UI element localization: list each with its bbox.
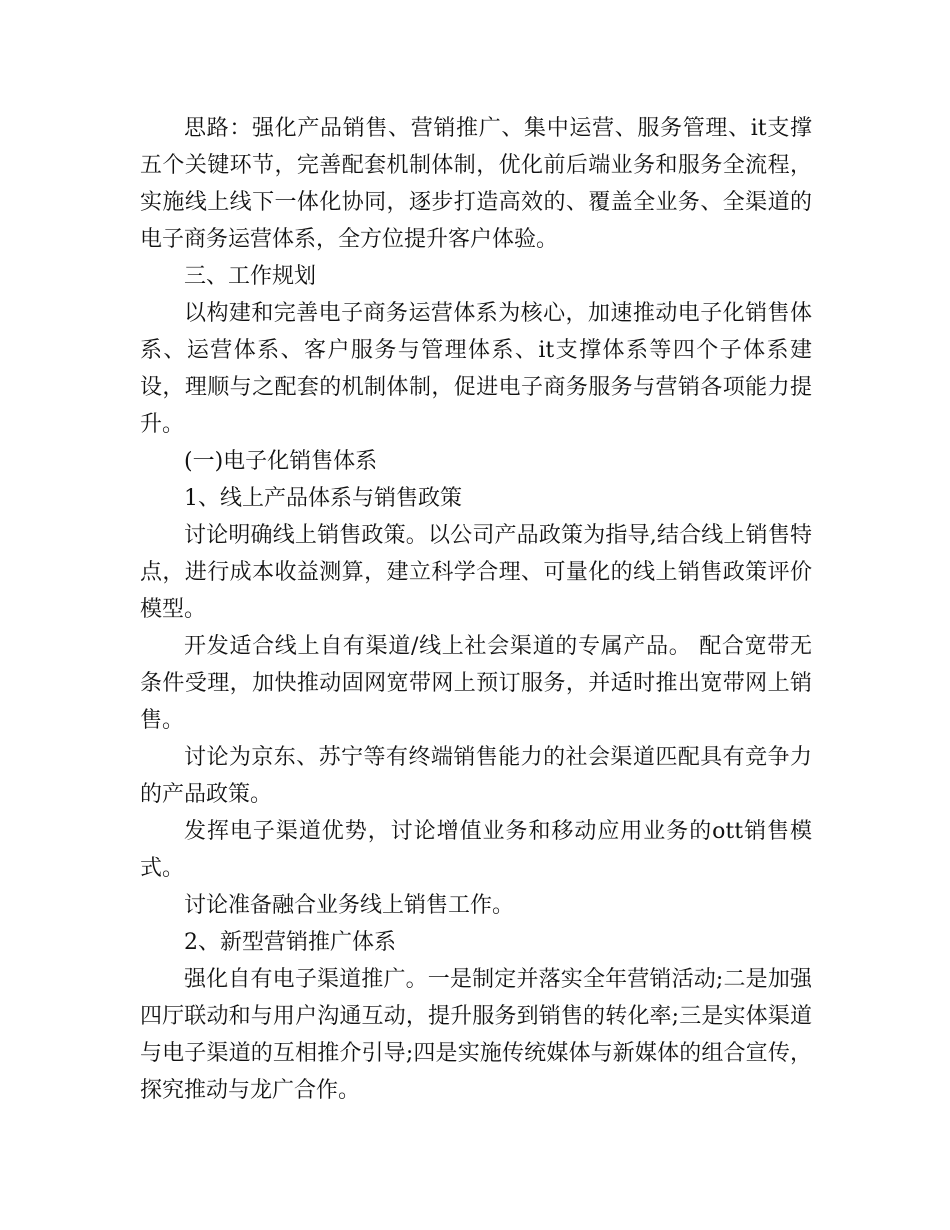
- item-heading-online-products: 1、线上产品体系与销售政策: [184, 486, 462, 511]
- paragraph-online-policy: 讨论明确线上销售政策。以公司产品政策为指导,结合线上销售特点，进行成本收益测算，建立科学合理、可量化的线上销售政策评价模型。: [140, 523, 812, 622]
- paragraph-channel-promotion: 强化自有电子渠道推广。一是制定并落实全年营销活动;二是加强四厅联动和与用户沟通互动，提升服务到销售的转化率;三是实体渠道与电子渠道的互相推介引导;四是实施传统媒体与新媒体的组合宣传，探究推动与龙广合作。: [140, 967, 812, 1103]
- paragraph-approach: 思路：强化产品销售、营销推广、集中运营、服务管理、it支撑五个关键环节，完善配套机制体制，优化前后端业务和服务全流程，实施线上线下一体化协同，逐步打造高效的、覆盖全业务、全渠道的电子商务运营体系，全方位提升客户体验。: [140, 116, 812, 252]
- paragraph-exclusive-products: 开发适合线上自有渠道/线上社会渠道的专属产品。 配合宽带无条件受理，加快推动固网宽带网上预订服务，并适时推出宽带网上销售。: [140, 634, 812, 733]
- document-body: [140, 110, 812, 1109]
- paragraph-converged-business: 讨论准备融合业务线上销售工作。: [184, 893, 515, 918]
- item-heading-marketing-promotion: 2、新型营销推广体系: [184, 930, 396, 955]
- paragraph-core-system: 以构建和完善电子商务运营体系为核心，加速推动电子化销售体系、运营体系、客户服务与管理体系、it支撑体系等四个子体系建设，理顺与之配套的机制体制，促进电子商务服务与营销各项能力提升。: [140, 301, 812, 437]
- paragraph-social-channels: 讨论为京东、苏宁等有终端销售能力的社会渠道匹配具有竞争力的产品政策。: [140, 745, 812, 807]
- paragraph-ott-sales: 发挥电子渠道优势，讨论增值业务和移动应用业务的ott销售模式。: [140, 819, 812, 881]
- section-heading-work-plan: 三、工作规划: [184, 264, 317, 289]
- subsection-heading-sales-system: (一)电子化销售体系: [184, 449, 378, 474]
